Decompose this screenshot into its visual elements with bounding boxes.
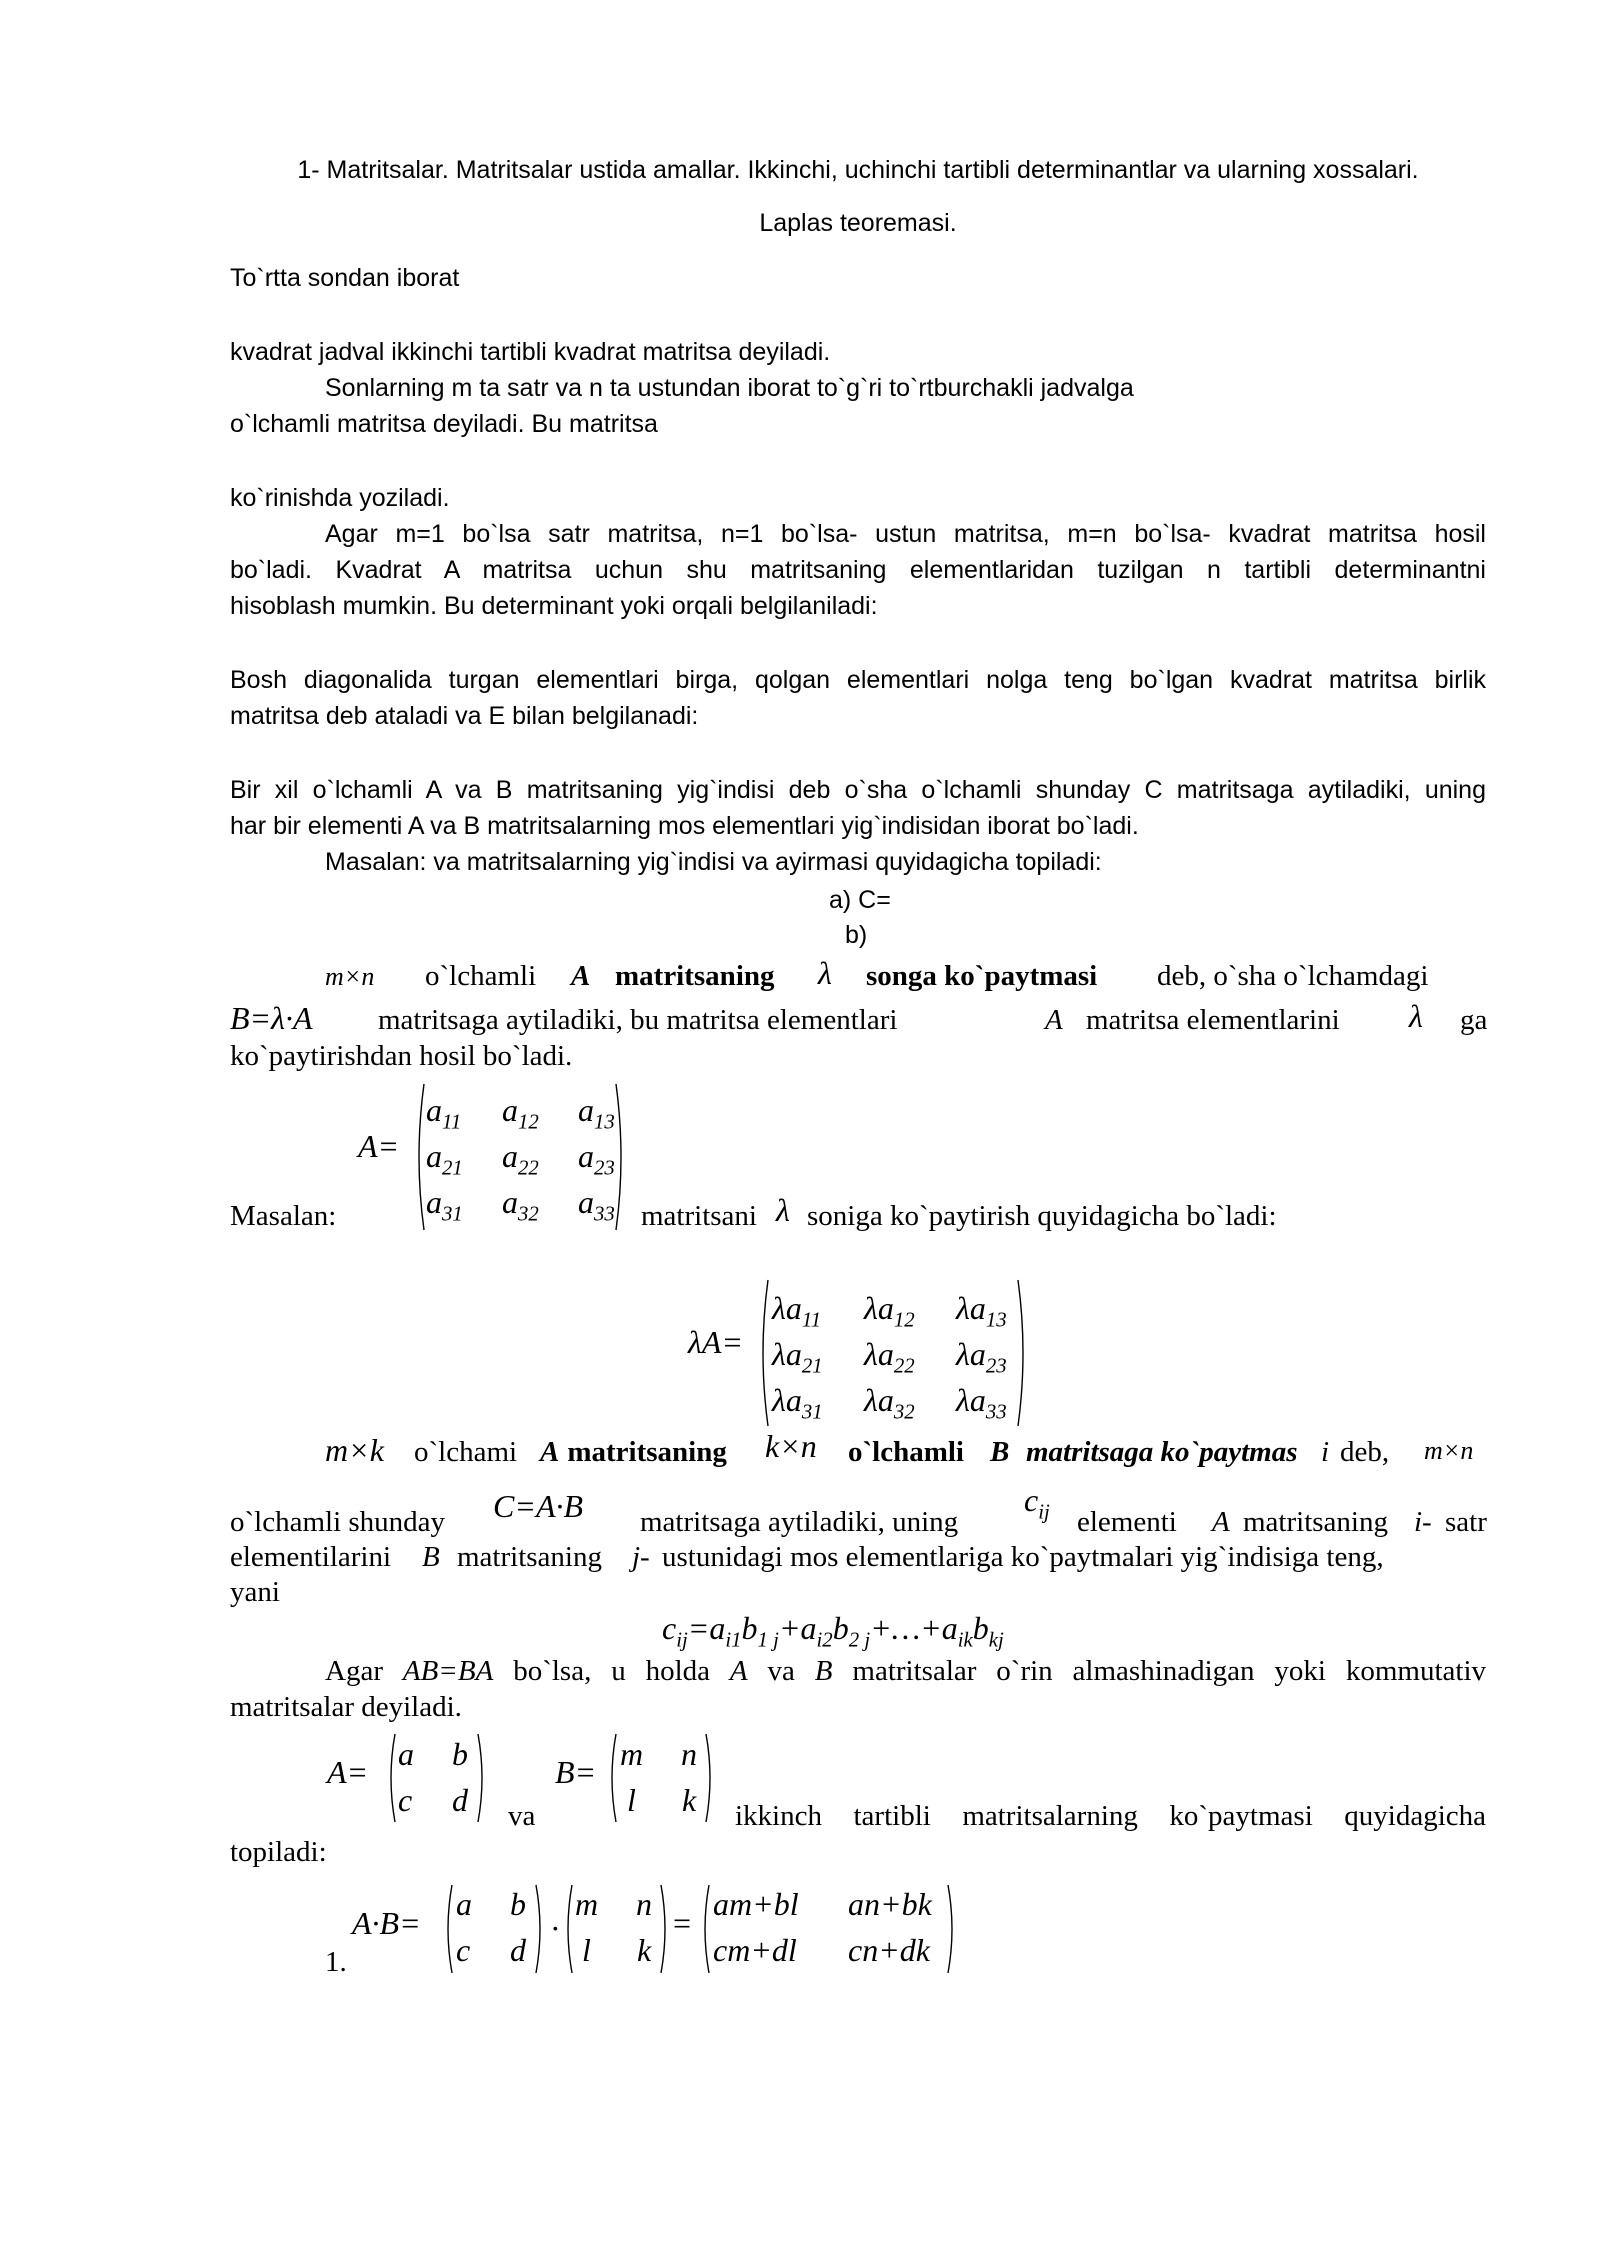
matrix-lambdaA-cell-33 — [956, 1382, 1007, 1424]
matrix-A-subscript: 31 — [442, 1202, 463, 1226]
ex4-lhs: A·B= — [352, 1905, 421, 1941]
f-b1-sub: 1 j — [757, 1628, 779, 1652]
matrix-B2-left-paren — [606, 1732, 618, 1824]
example-a-label: a) C= — [829, 886, 891, 914]
ex1-text-matritsani: matritsani — [641, 1200, 757, 1232]
example-b-label: b) — [845, 921, 868, 949]
s2-A: A — [540, 1436, 560, 1468]
matrix-A-cell-33 — [578, 1184, 615, 1226]
f-b2: b — [832, 1610, 849, 1646]
matrix-A2-c: c — [398, 1782, 413, 1818]
s1-A: A — [571, 960, 591, 992]
matrix-lambdaA-subscript: 21 — [801, 1354, 823, 1378]
matrix-A-cell-23 — [578, 1138, 615, 1180]
ex4-result-12: an+bk — [848, 1886, 932, 1922]
s1-text-matritsaga: matritsaga aytiladiki, bu matritsa elementlari — [378, 1004, 898, 1036]
matrix-A-subscript: 21 — [442, 1156, 463, 1180]
matrix-lambdaA-letter: λa — [956, 1336, 986, 1372]
matrix-A-subscript: 13 — [594, 1110, 615, 1134]
matrix-A-cell-12 — [502, 1092, 539, 1134]
matrix-A2-d: d — [452, 1782, 468, 1818]
paragraph-identity-l1: Bosh diagonalida turgan elementlari birga, qolgan elementlari nolga teng bo`lgan kvadrat matritsa birlik — [230, 666, 1486, 694]
f-b3: b — [972, 1610, 989, 1646]
paragraph-matrix-types-l3: hisoblash mumkin. Bu determinant yoki orqali belgilaniladi: — [230, 592, 878, 620]
s2-text-satr: satr — [1445, 1506, 1487, 1538]
matrix-A-subscript: 22 — [518, 1156, 539, 1180]
matrix-A-cell-31 — [426, 1184, 463, 1226]
matrix-A-left-paren — [412, 1082, 426, 1232]
f-c: c — [662, 1610, 677, 1646]
matrix-A2-right-paren — [476, 1732, 488, 1824]
matrix-lambdaA-cell-22 — [864, 1336, 915, 1378]
matrix-lambdaA-subscript: 23 — [985, 1354, 1007, 1378]
s2-text-olchamli: o`lchamli — [848, 1436, 964, 1468]
matrix-A-letter: a — [426, 1138, 442, 1174]
paragraph-identity-l2: matritsa deb ataladi va E bilan belgilanadi: — [230, 702, 699, 730]
ex4-number: 1. — [325, 1946, 347, 1978]
paragraph-matrix-def: Sonlarning m ta satr va n ta ustundan iborat to`g`ri to`rtburchakli jadvalga — [325, 374, 1134, 402]
f-a1-sub: i1 — [725, 1628, 742, 1652]
product-formula — [662, 1610, 1004, 1652]
s2-suffix-i: i — [1321, 1436, 1330, 1468]
c-letter: c — [1024, 1482, 1039, 1518]
matrix-lambdaA-letter: λa — [772, 1290, 802, 1326]
ex3-va: va — [508, 1800, 536, 1832]
s3-line1 — [325, 1655, 1486, 1688]
ex4-matB-l: l — [582, 1932, 591, 1968]
matrix-B2-l: l — [627, 1782, 636, 1818]
matrix-lambdaA-cell-21 — [772, 1336, 823, 1378]
f-plus: + — [778, 1610, 801, 1646]
matrix-lambdaA-letter: λa — [956, 1290, 986, 1326]
equation-B-lambda-A: B=λ·A — [230, 1000, 313, 1036]
s2-text-elementi: elementi — [1077, 1506, 1177, 1538]
matrix-lambdaA-subscript: 31 — [801, 1400, 823, 1424]
s2-B-2: B — [422, 1541, 440, 1573]
matrix-A-letter: a — [502, 1138, 518, 1174]
s1-text-ga: ga — [1460, 1004, 1488, 1036]
paragraph-matrix-types-l2: bo`ladi. Kvadrat A matritsa uchun shu matritsaning elementlaridan tuzilgan n tartibli determinantni — [230, 556, 1486, 584]
matrix-lambdaA-letter: λa — [956, 1382, 986, 1418]
matrix-A-subscript: 33 — [594, 1202, 615, 1226]
paragraph-matrix-def-cont: o`lchamli matritsa deyiladi. Bu matritsa — [230, 410, 658, 438]
matrix-lambdaA-cell-12 — [864, 1290, 915, 1332]
f-c-sub: ij — [676, 1628, 688, 1652]
ex4-matB-left-paren — [562, 1883, 574, 1975]
s1-matritsaning: matritsaning — [615, 960, 775, 992]
matrix-A-letter: a — [578, 1138, 594, 1174]
s2-text-aytiladiki: matritsaga aytiladiki, uning — [640, 1506, 959, 1538]
ex1-text-soniga: soniga ko`paytirish quyidagicha bo`ladi: — [807, 1200, 1277, 1232]
matrix-lambdaA-subscript: 13 — [985, 1308, 1007, 1332]
matrix-lambdaA-subscript: 12 — [893, 1308, 915, 1332]
f-a3: a — [941, 1610, 958, 1646]
s1-A-2: A — [1045, 1004, 1063, 1036]
matrix-lambdaA-left-paren — [756, 1278, 770, 1428]
s2-text-olchami: o`lchami — [414, 1436, 518, 1468]
f-a2-sub: i2 — [816, 1628, 833, 1652]
matrix-A2-b: b — [452, 1736, 468, 1772]
s2-i: i- — [1414, 1506, 1432, 1538]
lambda-symbol: λ — [818, 955, 832, 991]
f-a3-sub: ik — [957, 1628, 973, 1652]
ex4-matB-k: k — [637, 1932, 652, 1968]
ex3-text-topiladi: topiladi: — [230, 1836, 327, 1868]
ex4-matB-n: n — [636, 1886, 652, 1922]
paragraph-intro: To`rtta sondan iborat — [230, 264, 460, 292]
s2-text-matritsaning-3: matritsaning — [457, 1541, 602, 1573]
matrix-A2-left-paren — [385, 1732, 397, 1824]
matrix-B2-k: k — [682, 1782, 697, 1818]
matrix-A2-a: a — [398, 1736, 414, 1772]
s3-matritsalar: matritsalar o`rin almashinadigan yoki kommutativ — [852, 1655, 1487, 1687]
lambda-symbol-3: λ — [776, 1192, 790, 1228]
s2-A-2: A — [1212, 1506, 1230, 1538]
s3-A: A — [729, 1655, 748, 1687]
matrix-lambdaA-letter: λa — [864, 1382, 894, 1418]
s3-agar: Agar — [325, 1655, 383, 1687]
ex4-matB-right-paren — [659, 1883, 671, 1975]
matrix-B2-right-paren — [704, 1732, 716, 1824]
paragraph-sum-l2: har bir elementi A va B matritsalarning mos elementlari yig`indisidan iborat bo`ladi. — [230, 812, 1139, 840]
s2-B: B — [990, 1436, 1010, 1468]
f-eq: = — [687, 1610, 710, 1646]
s1-songa: songa ko`paytmasi — [866, 960, 1098, 992]
matrix-lambdaA-letter: λa — [772, 1336, 802, 1372]
matrix-B2-n: n — [681, 1736, 697, 1772]
matrix-A-cell-21 — [426, 1138, 463, 1180]
matrix-lambdaA-right-paren — [1016, 1278, 1030, 1428]
element-c-ij — [1024, 1482, 1050, 1524]
matrix-A-cell-13 — [578, 1092, 615, 1134]
c-subscript: ij — [1038, 1500, 1050, 1524]
ex4-result-left-paren — [699, 1883, 711, 1975]
f-dots: +…+ — [870, 1610, 942, 1646]
s2-text-matritsaning-2: matritsaning — [1243, 1506, 1388, 1538]
dim-m-by-n-2: m×n — [1424, 1436, 1474, 1465]
equation-C-A-B: C=A·B — [493, 1488, 584, 1524]
s2-matritsaning: matritsaning — [567, 1436, 727, 1468]
f-a1: a — [709, 1610, 726, 1646]
ex4-matA-b: b — [510, 1886, 526, 1922]
matrix-A-letter: a — [502, 1184, 518, 1220]
ex4-result-11: am+bl — [713, 1886, 799, 1922]
dim-k-by-n: k×n — [765, 1428, 817, 1464]
ex4-matA-d: d — [510, 1932, 526, 1968]
matrix-lambdaA-subscript: 22 — [893, 1354, 915, 1378]
matrix-lambdaA-letter: λa — [772, 1382, 802, 1418]
s2-A-matritsaning — [540, 1436, 727, 1469]
matrix-lambdaA-cell-11 — [772, 1290, 822, 1332]
matrix-lambdaA-letter: λa — [864, 1336, 894, 1372]
matrix-lambdaA-cell-31 — [772, 1382, 823, 1424]
f-b3-sub: kj — [988, 1628, 1004, 1652]
s1-text-elementlarini: matritsa elementlarini — [1086, 1004, 1340, 1036]
ex4-matB-m: m — [575, 1886, 599, 1922]
ex4-result-21: cm+dl — [713, 1932, 797, 1968]
matrix-A-letter: a — [502, 1092, 518, 1128]
s2-text-yani: yani — [230, 1576, 280, 1608]
paragraph-written-form: ko`rinishda yoziladi. — [230, 484, 450, 512]
s3-va: va — [767, 1655, 795, 1687]
matrix-A2-label: A= — [327, 1754, 369, 1790]
s2-text-shunday: o`lchamli shunday — [230, 1506, 446, 1538]
matrix-lambdaA-subscript: 11 — [801, 1308, 822, 1332]
document-title: 1- Matritsalar. Matritsalar ustida amallar. Ikkinchi, uchinchi tartibli determinantlar va ularning xossalari. — [297, 156, 1419, 184]
matrix-A-letter: a — [426, 1184, 442, 1220]
ex4-result-22: cn+dk — [848, 1932, 930, 1968]
s2-text-ustunidagi: ustunidagi mos elementlariga ko`paytmalari yig`indisiga teng, — [662, 1541, 1384, 1573]
matrix-A-right-paren — [614, 1082, 628, 1232]
s3-B: B — [814, 1655, 833, 1687]
ex4-eq: = — [673, 1905, 692, 1941]
matrix-A-subscript: 32 — [518, 1202, 539, 1226]
matrix-A-label: A= — [358, 1128, 400, 1164]
matrix-A-letter: a — [578, 1184, 594, 1220]
ex4-matA-a: a — [456, 1886, 472, 1922]
matrix-lambdaA-cell-13 — [956, 1290, 1007, 1332]
matrix-A-cell-22 — [502, 1138, 539, 1180]
matrix-B2-m: m — [620, 1736, 644, 1772]
matrix-A-letter: a — [578, 1092, 594, 1128]
paragraph-matrix-types-l1: Agar m=1 bo`lsa satr matritsa, n=1 bo`lsa- ustun matritsa, m=n bo`lsa- kvadrat matritsa hosil — [325, 520, 1486, 548]
paragraph-sum-l1: Bir xil o`lchamli A va B matritsaning yig`indisi deb o`sha o`lchamli shunday C matritsaga aytiladiki, uning — [230, 776, 1486, 804]
matrix-lambdaA-letter: λa — [864, 1290, 894, 1326]
matrix-A-letter: a — [426, 1092, 442, 1128]
matrix-lambdaA-cell-32 — [864, 1382, 915, 1424]
s1-text-hosil: ko`paytirishdan hosil bo`ladi. — [230, 1040, 573, 1072]
ex4-result-right-paren — [946, 1883, 958, 1975]
s3-bolsa: bo`lsa, u holda — [513, 1655, 711, 1687]
matrix-lambdaA-subscript: 32 — [893, 1400, 915, 1424]
matrix-A-cell-11 — [426, 1092, 462, 1134]
s2-text-deb: deb, — [1340, 1436, 1390, 1468]
f-b1: b — [741, 1610, 758, 1646]
matrix-A-subscript: 23 — [594, 1156, 615, 1180]
matrix-lambdaA-label: λA= — [688, 1324, 743, 1360]
matrix-lambdaA-cell-23 — [956, 1336, 1007, 1378]
f-a2: a — [800, 1610, 817, 1646]
matrix-B2-label: B= — [555, 1754, 597, 1790]
s2-text-elementilarini: elementilarini — [230, 1541, 392, 1573]
document-subtitle: Laplas teoremasi. — [759, 209, 957, 237]
ex4-dot: · — [550, 1910, 561, 1946]
ex3-text-ikkinch: ikkinch tartibli matritsalarning ko`paytmasi quyidagicha — [735, 1800, 1486, 1832]
s2-j: j- — [632, 1541, 650, 1573]
example-masalan: Masalan: — [230, 1200, 337, 1232]
dim-m-by-n: m×n — [325, 962, 375, 991]
lambda-symbol-2: λ — [1409, 998, 1423, 1034]
paragraph-example-sum: Masalan: va matritsalarning yig`indisi va ayirmasi quyidagicha topiladi: — [325, 848, 1102, 876]
s1-text-olchamli: o`lchamli — [425, 960, 537, 992]
dim-m-by-k: m×k — [325, 1432, 384, 1468]
ex4-matA-c: c — [456, 1932, 471, 1968]
matrix-A-cell-32 — [502, 1184, 539, 1226]
paragraph-square-matrix: kvadrat jadval ikkinchi tartibli kvadrat matritsa deyiladi. — [230, 338, 831, 366]
s3-line2: matritsalar deyiladi. — [230, 1691, 462, 1723]
matrix-A-subscript: 11 — [442, 1110, 462, 1134]
f-b2-sub: 2 j — [848, 1628, 871, 1652]
ex4-matA-right-paren — [534, 1883, 546, 1975]
matrix-A-subscript: 12 — [518, 1110, 539, 1134]
s3-ab-ba: AB=BA — [402, 1655, 494, 1687]
matrix-lambdaA-subscript: 33 — [985, 1400, 1007, 1424]
ex4-matA-left-paren — [442, 1883, 454, 1975]
s1-text-deb: deb, o`sha o`lchamdagi — [1157, 960, 1429, 992]
s2-matritsaga: matritsaga ko`paytmas — [1026, 1436, 1298, 1468]
